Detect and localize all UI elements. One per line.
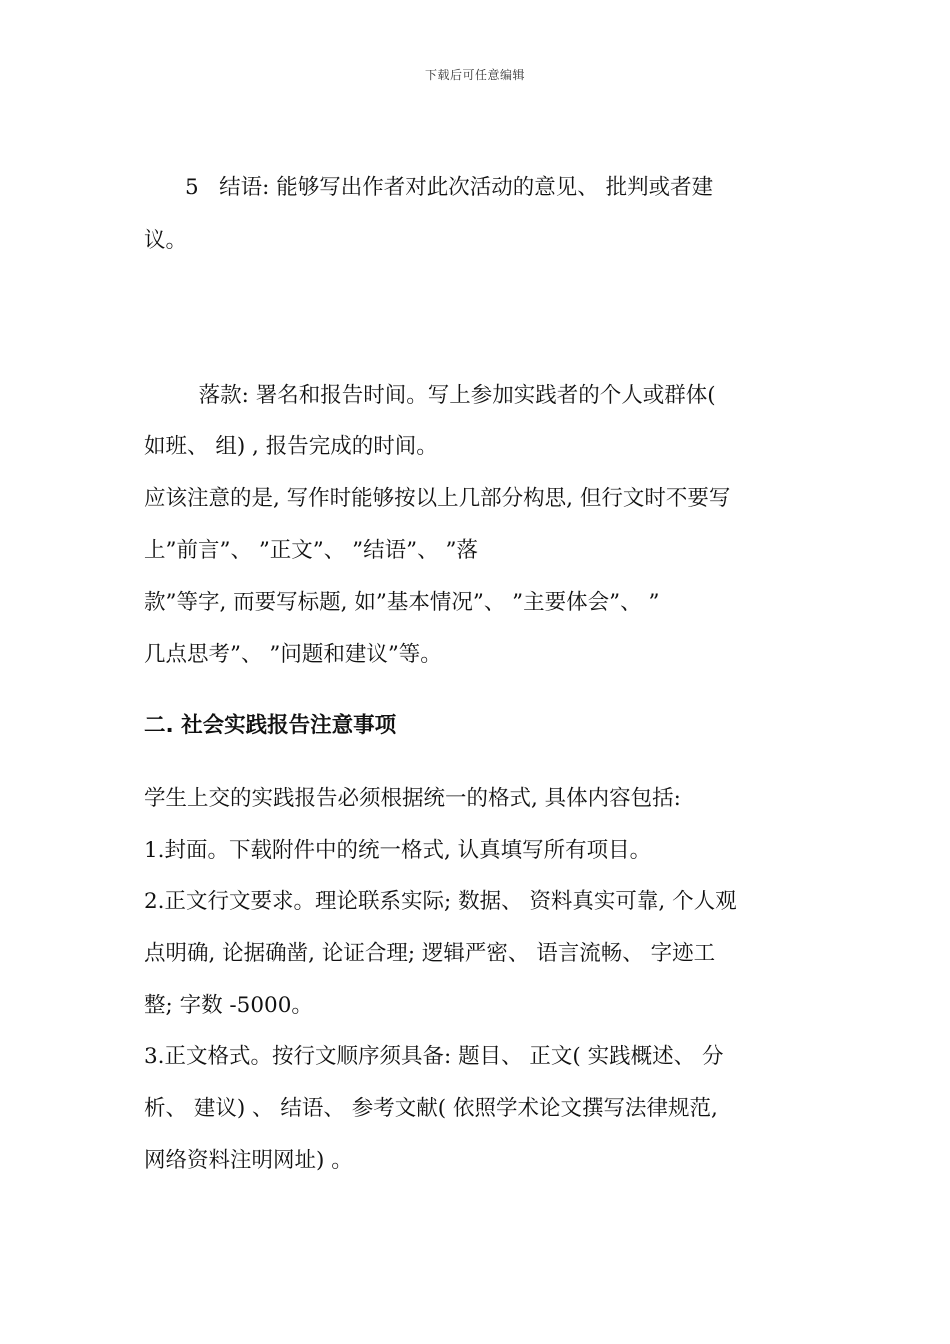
list-item-2-line-3: 整; 字数 -5000。 bbox=[144, 993, 313, 1018]
list-item-2-line-1: 2.正文行文要求。理论联系实际; 数据、 资料真实可靠, 个人观 bbox=[144, 889, 737, 914]
conclusion-text-line-1: 5 结语: 能够写出作者对此次活动的意见、 批判或者建 bbox=[144, 175, 714, 200]
list-item-2-line-2: 点明确, 论据确凿, 论证合理; 逻辑严密、 语言流畅、 字迹工 bbox=[144, 941, 716, 966]
list-item-3-line-2: 析、 建议) 、 结语、 参考文献( 依照学术论文撰写法律规范, bbox=[144, 1096, 718, 1121]
signature-text-line-1: 落款: 署名和报告时间。写上参加实践者的个人或群体( bbox=[144, 383, 716, 408]
section-heading: 二. 社会实践报告注意事项 bbox=[144, 713, 397, 738]
note-text-line-2: 上”前言”、 ”正文”、 ”结语”、 ”落 bbox=[144, 538, 478, 563]
note-text-line-4: 几点思考”、 ”问题和建议”等。 bbox=[144, 642, 442, 667]
page-header-note: 下载后可任意编辑 bbox=[424, 68, 525, 82]
list-item-3-line-3: 网络资料注明网址) 。 bbox=[144, 1148, 353, 1173]
list-item-1: 1.封面。下载附件中的统一格式, 认真填写所有项目。 bbox=[144, 838, 652, 863]
list-item-3-line-1: 3.正文格式。按行文顺序须具备: 题目、 正文( 实践概述、 分 bbox=[144, 1044, 724, 1069]
note-text-line-1: 应该注意的是, 写作时能够按以上几部分构思, 但行文时不要写 bbox=[144, 486, 731, 511]
signature-text-line-2: 如班、 组) , 报告完成的时间。 bbox=[144, 434, 438, 459]
intro-text: 学生上交的实践报告必须根据统一的格式, 具体内容包括: bbox=[144, 786, 681, 811]
conclusion-text-line-2: 议。 bbox=[144, 228, 188, 253]
note-text-line-3: 款”等字, 而要写标题, 如”基本情况”、 ”主要体会”、 ” bbox=[144, 590, 660, 615]
